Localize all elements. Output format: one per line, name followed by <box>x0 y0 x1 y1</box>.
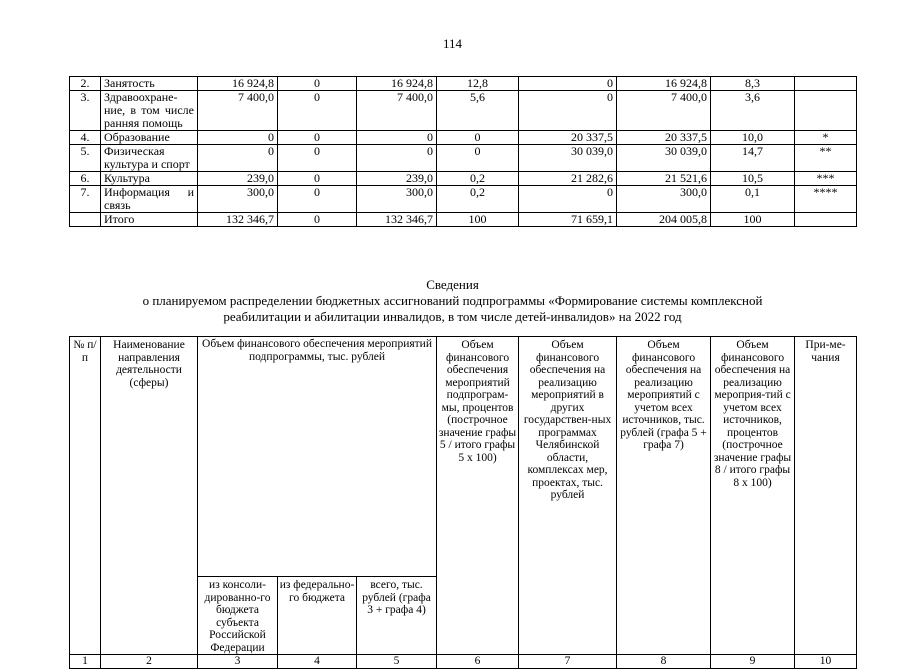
row-number: 4. <box>70 131 101 145</box>
table-cell: 100 <box>437 213 519 227</box>
table-cell: 300,0 <box>198 186 278 213</box>
column-number: 2 <box>101 655 198 669</box>
header-notes: При-ме-чания <box>795 337 857 655</box>
row-name: Занятость <box>101 77 198 91</box>
column-number: 6 <box>437 655 519 669</box>
table-cell: *** <box>795 172 857 186</box>
table-cell: 0 <box>278 131 357 145</box>
table-cell: 10,0 <box>711 131 795 145</box>
heading-subtitle-line1: о планируемом распределении бюджетных ассигнований подпрограммы «Формирование системы комплексной <box>142 293 763 308</box>
table-cell: 0 <box>278 172 357 186</box>
table-cell: 100 <box>711 213 795 227</box>
column-number: 10 <box>795 655 857 669</box>
table-cell: 132 346,7 <box>357 213 437 227</box>
table-cell: 0,1 <box>711 186 795 213</box>
table-cell: 14,7 <box>711 145 795 172</box>
header-funding-group: Объем финансового обеспечения мероприятий подпрограммы, тыс. рублей <box>198 337 437 577</box>
table-cell: 0 <box>278 91 357 131</box>
table-row <box>70 186 857 213</box>
table-cell: 0 <box>519 77 617 91</box>
table-cell: 12,8 <box>437 77 519 91</box>
table-row <box>70 213 857 227</box>
header-col7: Объем финансового обеспечения на реализацию мероприятий в других государствен-ных программах Челябинской области, комплексах мер, проектах, тыс. рублей <box>519 337 617 655</box>
row-name: Информация и связь <box>101 186 198 213</box>
row-name: Физическая культура и спорт <box>101 145 198 172</box>
column-number-row <box>70 655 857 669</box>
table-row <box>70 131 857 145</box>
table-cell: 8,3 <box>711 77 795 91</box>
header-row <box>70 337 857 577</box>
table-cell <box>795 91 857 131</box>
table-cell <box>795 213 857 227</box>
column-number: 7 <box>519 655 617 669</box>
table-row <box>70 77 857 91</box>
budget-table-continuation <box>69 76 857 227</box>
table-cell: 0,2 <box>437 172 519 186</box>
table-cell: 71 659,1 <box>519 213 617 227</box>
table-cell: 204 005,8 <box>617 213 711 227</box>
row-number: 2. <box>70 77 101 91</box>
row-number <box>70 213 101 227</box>
table-row <box>70 172 857 186</box>
table-cell: 300,0 <box>357 186 437 213</box>
table-cell: 16 924,8 <box>357 77 437 91</box>
table-cell: 16 924,8 <box>198 77 278 91</box>
heading-subtitle-line2: реабилитации и абилитации инвалидов, в том числе детей-инвалидов» на 2022 год <box>223 309 682 324</box>
header-col3: из консоли-дированно-го бюджета субъекта Российской Федерации <box>198 577 278 655</box>
header-col4: из федерально-го бюджета <box>278 577 357 655</box>
header-col9: Объем финансового обеспечения на реализацию мероприя-тий с учетом всех источников, процентов (построчное значение графы 8 / итого графы 8 х 100) <box>711 337 795 655</box>
row-name: Образование <box>101 131 198 145</box>
table-cell: 0 <box>278 186 357 213</box>
table-cell: 0 <box>198 145 278 172</box>
table-cell: 0 <box>519 91 617 131</box>
table-cell: 20 337,5 <box>617 131 711 145</box>
row-number: 6. <box>70 172 101 186</box>
header-col6: Объем финансового обеспечения мероприятий подпрограм-мы, процентов (построчное значение графы 5 / итого графы 5 х 100) <box>437 337 519 655</box>
table-cell: 0 <box>357 131 437 145</box>
table-cell: 0 <box>437 145 519 172</box>
table-cell: 0 <box>437 131 519 145</box>
table-cell: 16 924,8 <box>617 77 711 91</box>
header-col8: Объем финансового обеспечения на реализацию мероприятий с учетом всех источников, тыс. рублей (графа 5 + графа 7) <box>617 337 711 655</box>
column-number: 1 <box>70 655 101 669</box>
table-cell: 10,5 <box>711 172 795 186</box>
row-name: Культура <box>101 172 198 186</box>
table-cell: 300,0 <box>617 186 711 213</box>
table-cell: 0 <box>278 145 357 172</box>
table-cell: 5,6 <box>437 91 519 131</box>
row-number: 7. <box>70 186 101 213</box>
header-num: № п/п <box>70 337 101 655</box>
table-cell: 0 <box>519 186 617 213</box>
table-cell: **** <box>795 186 857 213</box>
table-cell: 0 <box>198 131 278 145</box>
column-number: 9 <box>711 655 795 669</box>
table-cell: 0 <box>278 213 357 227</box>
table-cell: 7 400,0 <box>617 91 711 131</box>
table-cell: 7 400,0 <box>198 91 278 131</box>
table-cell: 0 <box>278 77 357 91</box>
column-number: 3 <box>198 655 278 669</box>
table-cell: 239,0 <box>198 172 278 186</box>
table-cell: 0 <box>357 145 437 172</box>
table-cell: 7 400,0 <box>357 91 437 131</box>
header-col5: всего, тыс. рублей (графа 3 + графа 4) <box>357 577 437 655</box>
heading-title: Сведения <box>426 277 479 292</box>
header-direction: Наименование направления деятельности (сферы) <box>101 337 198 655</box>
table-cell: 21 282,6 <box>519 172 617 186</box>
page-number: 114 <box>442 36 463 51</box>
table-cell <box>795 77 857 91</box>
table-cell: ** <box>795 145 857 172</box>
allocation-table-header <box>69 336 857 669</box>
table-cell: * <box>795 131 857 145</box>
table-cell: 21 521,6 <box>617 172 711 186</box>
column-number: 5 <box>357 655 437 669</box>
table-cell: 30 039,0 <box>617 145 711 172</box>
table-cell: 132 346,7 <box>198 213 278 227</box>
table-cell: 3,6 <box>711 91 795 131</box>
column-number: 4 <box>278 655 357 669</box>
table-cell: 30 039,0 <box>519 145 617 172</box>
table-row <box>70 145 857 172</box>
row-number: 5. <box>70 145 101 172</box>
row-number: 3. <box>70 91 101 131</box>
column-number: 8 <box>617 655 711 669</box>
table-cell: 0,2 <box>437 186 519 213</box>
row-name: Здравоохране-ние, в том числе ранняя помощь <box>101 91 198 131</box>
table-cell: 239,0 <box>357 172 437 186</box>
table-row <box>70 91 857 131</box>
row-name: Итого <box>101 213 198 227</box>
table-cell: 20 337,5 <box>519 131 617 145</box>
